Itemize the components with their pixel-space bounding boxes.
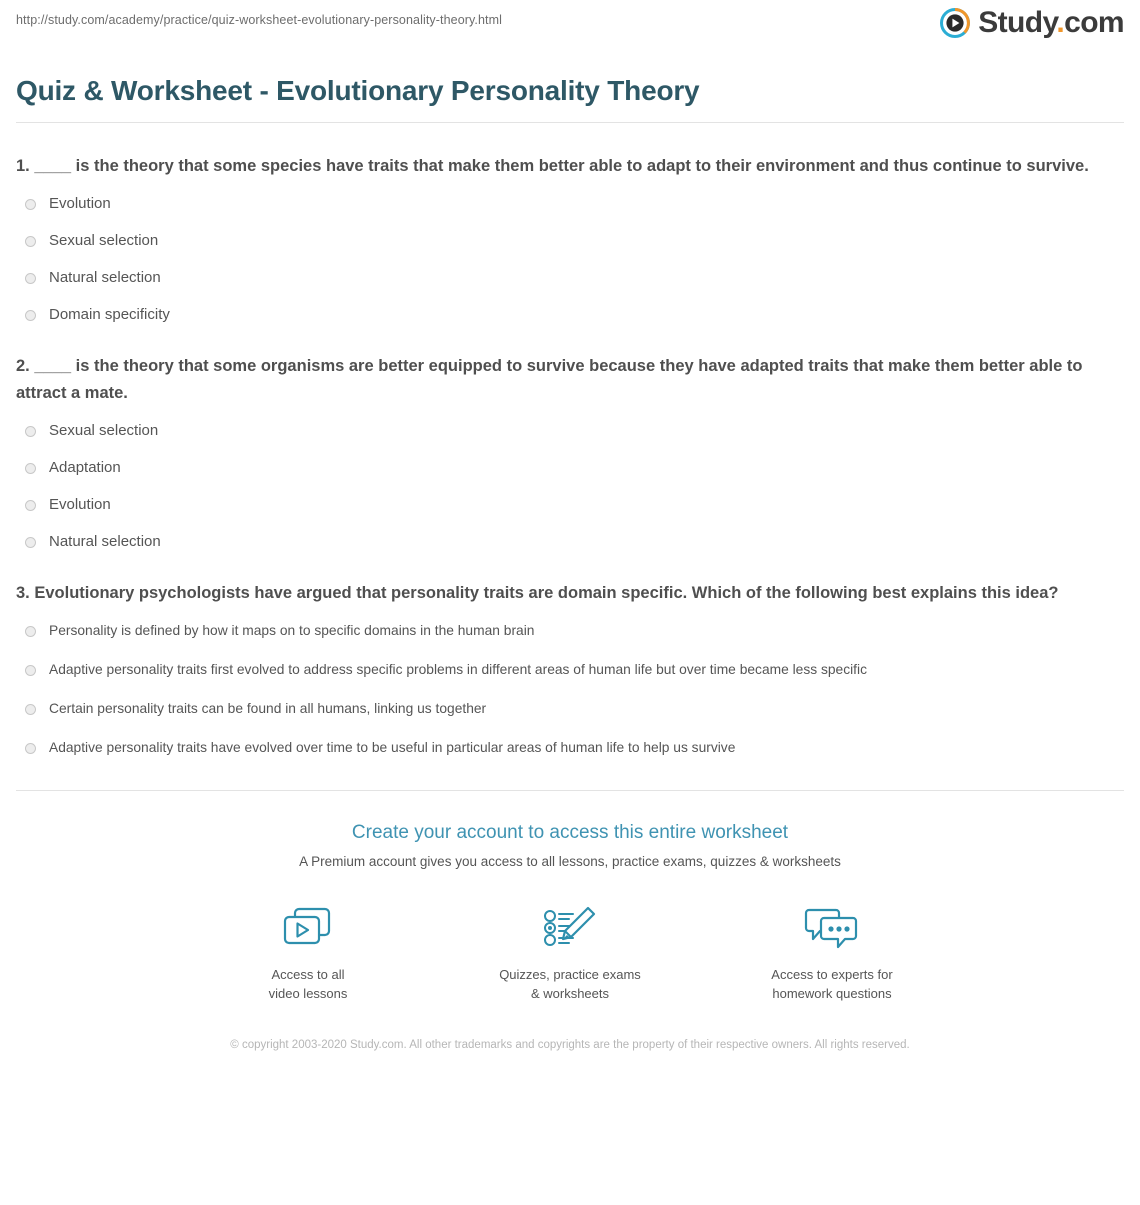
feature-quizzes: [495, 901, 645, 1003]
option-label: Evolution: [49, 496, 111, 513]
logo-dot: .: [1056, 6, 1065, 39]
option-item[interactable]: [16, 699, 1124, 719]
option-item[interactable]: [16, 621, 1124, 641]
option-label: Evolution: [49, 195, 111, 212]
play-circle-icon: [940, 8, 970, 38]
option-label: Natural selection: [49, 533, 161, 550]
create-account-link[interactable]: Create your account to access this entire worksheet: [351, 822, 789, 843]
video-lessons-icon: [233, 901, 383, 955]
question-number: 1.: [16, 157, 30, 175]
quiz-body: [0, 153, 1140, 758]
radio-button-icon[interactable]: [25, 743, 36, 754]
radio-button-icon[interactable]: [25, 500, 36, 511]
logo-wordmark: [978, 8, 1124, 38]
question-text: [16, 153, 1124, 180]
option-item[interactable]: [16, 495, 1124, 515]
quiz-checklist-pencil-icon: [495, 901, 645, 955]
radio-button-icon[interactable]: [25, 665, 36, 676]
option-label: Adaptive personality traits have evolved over time to be useful in particular areas of human life to help us survive: [49, 740, 736, 755]
feature-list: [16, 901, 1124, 1003]
page-header: [0, 0, 1140, 66]
radio-button-icon[interactable]: [25, 704, 36, 715]
logo-tld: com: [1064, 6, 1124, 39]
title-divider: [16, 122, 1124, 123]
question-block: [16, 580, 1124, 758]
question-text: [16, 353, 1124, 407]
option-label: Natural selection: [49, 269, 161, 286]
radio-button-icon[interactable]: [25, 426, 36, 437]
option-item[interactable]: [16, 738, 1124, 758]
feature-expert-help: [757, 901, 907, 1003]
feature-label-line1: Quizzes, practice exams: [499, 967, 641, 982]
option-label: Sexual selection: [49, 422, 159, 439]
create-account-cta: [0, 790, 1140, 1054]
title-section: [0, 74, 1140, 108]
radio-button-icon[interactable]: [25, 199, 36, 210]
option-item[interactable]: [16, 660, 1124, 680]
option-label: Adaptation: [49, 459, 121, 476]
logo-name: Study: [978, 6, 1057, 39]
question-number: 2.: [16, 357, 30, 375]
option-label: Certain personality traits can be found in all humans, linking us together: [49, 701, 487, 716]
option-item[interactable]: [16, 305, 1124, 325]
feature-label-line2: video lessons: [268, 986, 348, 1001]
feature-label-line2: homework questions: [772, 986, 892, 1001]
radio-button-icon[interactable]: [25, 273, 36, 284]
feature-label-line1: Access to experts for: [771, 967, 893, 982]
question-block: [16, 353, 1124, 552]
chat-bubbles-icon: [757, 901, 907, 955]
feature-label-line2: & worksheets: [530, 986, 610, 1001]
feature-video-lessons: [233, 901, 383, 1003]
feature-label-line1: Access to all: [271, 967, 345, 982]
option-list: [16, 194, 1124, 325]
study-com-logo[interactable]: [940, 8, 1124, 38]
question-prompt: ____ is the theory that some organisms are better equipped to survive because they have adapted traits that make them better able to attract a mate.: [16, 357, 1083, 402]
option-label: Adaptive personality traits first evolved to address specific problems in different areas of human life but over time became less specific: [49, 662, 867, 677]
radio-button-icon[interactable]: [25, 626, 36, 637]
option-item[interactable]: [16, 231, 1124, 251]
page-title: Quiz & Worksheet - Evolutionary Personality Theory: [16, 75, 700, 106]
feature-label: [757, 965, 907, 1003]
option-item[interactable]: [16, 458, 1124, 478]
cta-divider: [16, 790, 1124, 791]
feature-label: [495, 965, 645, 1003]
option-item[interactable]: [16, 532, 1124, 552]
copyright-text: © copyright 2003-2020 Study.com. All other trademarks and copyrights are the property of their respective owners. All rights reserved.: [230, 1039, 910, 1051]
option-list: [16, 621, 1124, 758]
question-prompt: Evolutionary psychologists have argued that personality traits are domain specific. Which of the following best explains this idea?: [34, 584, 1059, 602]
option-label: Personality is defined by how it maps on to specific domains in the human brain: [49, 623, 535, 638]
radio-button-icon[interactable]: [25, 463, 36, 474]
option-label: Sexual selection: [49, 232, 159, 249]
option-label: Domain specificity: [49, 306, 170, 323]
cta-subheading: A Premium account gives you access to all lessons, practice exams, quizzes & worksheets: [299, 854, 841, 869]
option-item[interactable]: [16, 268, 1124, 288]
url-text: http://study.com/academy/practice/quiz-worksheet-evolutionary-personality-theory.html: [16, 13, 503, 27]
question-block: [16, 153, 1124, 325]
option-item[interactable]: [16, 194, 1124, 214]
radio-button-icon[interactable]: [25, 537, 36, 548]
question-prompt: ____ is the theory that some species have traits that make them better able to adapt to their environment and thus continue to survive.: [34, 157, 1089, 175]
question-text: [16, 580, 1124, 607]
radio-button-icon[interactable]: [25, 310, 36, 321]
radio-button-icon[interactable]: [25, 236, 36, 247]
option-item[interactable]: [16, 421, 1124, 441]
option-list: [16, 421, 1124, 552]
question-number: 3.: [16, 584, 30, 602]
feature-label: [233, 965, 383, 1003]
